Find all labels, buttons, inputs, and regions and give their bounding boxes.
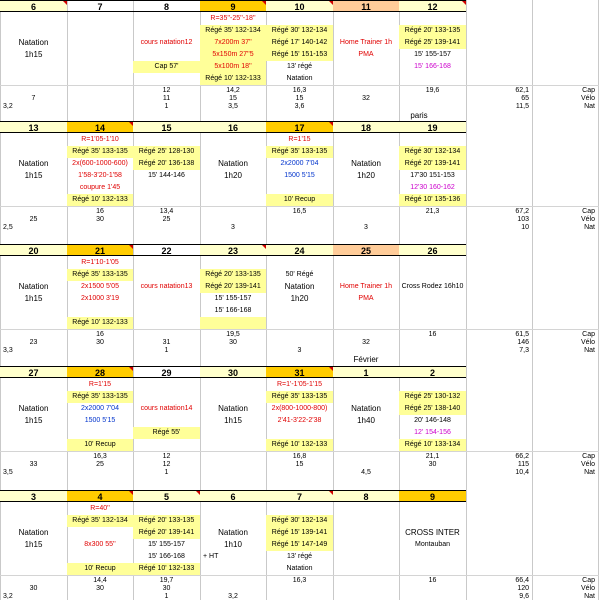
workout-line[interactable]: 13' régé — [286, 553, 313, 560]
workout-line[interactable]: Natation — [286, 565, 313, 572]
total-cell: 21,3 — [425, 208, 440, 215]
workout-line[interactable]: Régé 55' — [133, 427, 200, 439]
workout-line[interactable]: 1h20 — [357, 171, 375, 180]
total-cell: 4,5 — [361, 469, 371, 476]
day-cell[interactable]: 19 — [399, 121, 466, 133]
day-cell[interactable]: 27 — [0, 366, 67, 378]
workout-line[interactable]: 1h15 — [24, 50, 43, 59]
total-cell: 14,2 — [226, 87, 240, 94]
sport-label: Vélo — [580, 216, 595, 223]
sport-label: Cap — [582, 87, 595, 94]
workout-line[interactable]: Régé 15' 139-141 — [266, 527, 333, 539]
pace-note: R=1'15 — [288, 136, 311, 143]
day-cell[interactable]: 24 — [266, 244, 333, 256]
workout-line[interactable]: Régé 35' 133-135 — [67, 269, 133, 281]
workout-line[interactable]: 7x200m 37'' — [200, 37, 266, 49]
workout-line[interactable]: cours natation12 — [140, 39, 193, 46]
total-cell: 13,4 — [159, 208, 174, 215]
total-cell: 3 — [231, 224, 235, 231]
total-cell: 33 — [29, 461, 38, 468]
week-total: 11,5 — [515, 103, 529, 110]
total-cell: 32 — [362, 95, 370, 102]
sport-label: Nat — [584, 469, 595, 476]
day-cell[interactable]: 10 — [266, 0, 333, 12]
workout-line[interactable]: 2x2000 7'04 — [81, 405, 119, 412]
pace-note: R=1'05-1'10 — [81, 136, 119, 143]
workout-line[interactable]: Natation — [18, 159, 49, 168]
workout-line[interactable]: 15' 166-168 — [414, 63, 451, 70]
day-cell[interactable]: 14 — [67, 121, 133, 133]
workout-line[interactable]: Régé 17' 140-142 — [266, 37, 333, 49]
workout-line[interactable]: coupure 1'45 — [79, 184, 121, 191]
workout-line[interactable]: 12'30 160-162 — [410, 184, 455, 191]
workout-line[interactable]: Régé 25' 139-141 — [399, 37, 466, 49]
workout-line[interactable]: 10' Recup — [67, 563, 133, 575]
week-total: 66,2 — [515, 453, 529, 460]
pace-note: R=35''-25''-18'' — [210, 15, 256, 22]
total-cell: 19,6 — [425, 87, 440, 94]
week5-header-row — [0, 490, 599, 502]
week-total: 120 — [517, 585, 529, 592]
total-cell: 11 — [162, 95, 171, 102]
workout-line[interactable]: Régé 15' 147-149 — [266, 539, 333, 551]
workout-line[interactable]: Natation — [218, 159, 248, 168]
workout-line[interactable]: Montauban — [414, 541, 451, 548]
total-cell: 21,1 — [425, 453, 440, 460]
sport-label: Vélo — [580, 339, 595, 346]
workout-line[interactable]: Régé 10' 133-134 — [399, 439, 466, 451]
workout-line[interactable]: Régé 10' 132-133 — [133, 563, 200, 575]
day-cell[interactable]: 29 — [133, 366, 200, 378]
sport-label: Cap — [582, 331, 595, 338]
day-cell[interactable]: 28 — [67, 366, 133, 378]
total-cell: 16,3 — [292, 577, 307, 584]
total-cell: 30 — [428, 461, 437, 468]
workout-line[interactable]: CROSS INTER — [405, 528, 460, 537]
location-note: paris — [410, 111, 428, 120]
workout-line[interactable]: + HT — [203, 553, 219, 560]
total-cell: 3,6 — [294, 103, 305, 110]
day-cell[interactable]: 7 — [266, 490, 333, 502]
month-label: Février — [353, 355, 379, 364]
total-cell: 14,4 — [93, 577, 107, 584]
total-cell: 19,7 — [159, 577, 174, 584]
total-cell: 15 — [295, 461, 304, 468]
workout-line[interactable]: PMA — [358, 295, 374, 302]
workout-line[interactable]: 10' Recup — [67, 439, 133, 451]
total-cell: 32 — [362, 339, 370, 346]
workout-line[interactable]: Natation — [218, 404, 248, 413]
total-cell: 2,5 — [3, 224, 13, 231]
workout-line[interactable]: Régé 20' 136-138 — [133, 158, 200, 170]
day-cell[interactable]: 23 — [200, 244, 266, 256]
total-cell: 30 — [162, 585, 171, 592]
workout-line[interactable]: Régé 20' 133-135 — [200, 269, 266, 281]
workout-line[interactable]: Régé 35' 133-135 — [266, 146, 333, 158]
workout-line[interactable]: 13' régé — [286, 63, 313, 70]
week-total: 9,6 — [519, 593, 529, 600]
workout-line[interactable]: 2'41-3'22-2'38 — [277, 417, 322, 424]
total-cell: 15 — [295, 95, 304, 102]
workout-line[interactable]: Régé 10' 132-133 — [200, 73, 266, 85]
workout-line[interactable]: Régé 35' 133-135 — [67, 146, 133, 158]
pace-note: R=1'15 — [88, 381, 112, 388]
totals-row-nat — [0, 222, 599, 234]
day-cell[interactable]: 21 — [67, 244, 133, 256]
total-cell: 16,5 — [292, 208, 307, 215]
day-cell[interactable]: 17 — [266, 121, 333, 133]
total-cell: 25 — [96, 461, 104, 468]
day-cell[interactable]: 18 — [333, 121, 399, 133]
day-cell[interactable]: 26 — [399, 244, 466, 256]
total-cell: 16,3 — [292, 87, 307, 94]
week-total: 67,2 — [515, 208, 529, 215]
workout-line[interactable]: 2x(800-1000-800) — [271, 405, 328, 412]
workout-line[interactable]: Régé 10' 135-136 — [399, 194, 466, 206]
week-total: 146 — [517, 339, 529, 346]
day-cell[interactable]: 20 — [0, 244, 67, 256]
workout-line[interactable]: Cap 57' — [133, 61, 200, 73]
week-total: 103 — [517, 216, 529, 223]
total-cell: 30 — [96, 216, 104, 223]
total-cell: 7 — [31, 95, 36, 102]
day-cell[interactable]: 6 — [200, 490, 266, 502]
sport-label: Vélo — [580, 585, 595, 592]
workout-line[interactable]: cours natation14 — [140, 405, 193, 412]
total-cell: 3,2 — [3, 103, 13, 110]
pace-note: R=1'10-1'05 — [81, 259, 119, 266]
workout-line[interactable]: Cross Rodez 16h10 — [401, 283, 464, 290]
workout-line[interactable]: 1h10 — [224, 540, 242, 549]
workout-line — [200, 317, 266, 329]
day-cell[interactable]: 11 — [333, 0, 399, 12]
day-cell[interactable]: 9 — [200, 0, 266, 12]
workout-line[interactable]: Régé 35' 132-134 — [200, 25, 266, 37]
day-cell[interactable]: 9 — [399, 490, 466, 502]
workout-line[interactable]: Natation — [18, 282, 49, 291]
day-cell[interactable]: 4 — [67, 490, 133, 502]
total-cell: 30 — [96, 339, 104, 346]
week3-header-row — [0, 244, 599, 256]
workout-line[interactable]: Régé 35' 132-134 — [67, 515, 133, 527]
week-total: 10 — [521, 224, 529, 231]
day-cell[interactable]: 31 — [266, 366, 333, 378]
workout-line[interactable]: Régé 25' 138-140 — [399, 403, 466, 415]
workout-line[interactable]: 10' Recup — [266, 194, 333, 206]
week-total: 66,4 — [515, 577, 529, 584]
total-cell: 16 — [96, 208, 104, 215]
pace-note: R=1'-1'05-1'15 — [276, 381, 323, 388]
total-cell: 3,2 — [228, 593, 238, 600]
workout-line[interactable]: 2x(600-1000-600) — [72, 160, 128, 167]
total-cell: 3,3 — [3, 347, 13, 354]
total-cell: 16 — [96, 331, 104, 338]
workout-line[interactable]: Natation — [284, 282, 315, 291]
workout-line[interactable]: Régé 20' 139-141 — [399, 158, 466, 170]
workout-line[interactable]: Natation — [218, 528, 248, 537]
total-cell: 16,3 — [93, 453, 107, 460]
workout-line[interactable]: PMA — [358, 51, 374, 58]
workout-line[interactable]: 1h40 — [357, 416, 375, 425]
total-cell: 23 — [29, 339, 38, 346]
day-cell[interactable]: 3 — [0, 490, 67, 502]
total-cell: 30 — [29, 585, 38, 592]
workout-line[interactable]: 1h15 — [24, 416, 43, 425]
week-total: 7,3 — [519, 347, 529, 354]
workout-line[interactable]: 1500 5'15 — [284, 172, 315, 179]
workout-line[interactable]: 15' 155-157 — [214, 295, 252, 302]
workout-line[interactable]: Régé 30' 132-134 — [266, 515, 333, 527]
week-total: 65 — [521, 95, 529, 102]
day-cell[interactable]: 16 — [200, 121, 266, 133]
sport-label: Cap — [582, 453, 595, 460]
workout-line[interactable]: 15' 155-157 — [414, 51, 451, 58]
total-cell: 30 — [229, 339, 237, 346]
workout-line[interactable]: Régé 10' 132-133 — [67, 317, 133, 329]
workout-line[interactable]: Home Trainer 1h — [339, 283, 393, 290]
day-cell[interactable]: 6 — [0, 0, 67, 12]
sport-label: Cap — [582, 577, 595, 584]
workout-line[interactable]: 1h20 — [290, 294, 309, 303]
day-cell[interactable]: 13 — [0, 121, 67, 133]
day-cell[interactable]: 25 — [333, 244, 399, 256]
day-cell[interactable]: 1 — [333, 366, 399, 378]
week4-header-row — [0, 366, 599, 378]
day-cell[interactable]: 15 — [133, 121, 200, 133]
workout-line[interactable]: Régé 25' 128-130 — [133, 146, 200, 158]
workout-line[interactable]: 1h15 — [224, 416, 242, 425]
workout-line[interactable]: Régé 10' 132-133 — [266, 439, 333, 451]
workout-line[interactable]: Régé 30' 132-134 — [266, 25, 333, 37]
workout-line[interactable]: 20' 146-148 — [414, 417, 451, 424]
day-cell[interactable]: 8 — [133, 0, 200, 12]
workout-line[interactable]: 12' 154-156 — [414, 429, 451, 436]
workout-line[interactable]: 15' 155-157 — [148, 541, 185, 548]
workout-line[interactable]: Natation — [351, 159, 381, 168]
workout-line[interactable]: 1h15 — [24, 540, 43, 549]
workout-line[interactable]: Régé 20' 139-141 — [133, 527, 200, 539]
week-total: 61,5 — [515, 331, 529, 338]
day-cell[interactable]: 30 — [200, 366, 266, 378]
workout-line[interactable]: 1500 5'15 — [84, 417, 116, 424]
workout-line[interactable]: 5x150m 27''5 — [200, 49, 266, 61]
workout-line[interactable]: 2x1000 3'19 — [81, 295, 119, 302]
workout-line[interactable]: Régé 30' 132-134 — [399, 146, 466, 158]
week1-header-row — [0, 0, 599, 12]
workout-line[interactable]: 15' 144-146 — [148, 172, 185, 179]
sport-label: Nat — [584, 593, 595, 600]
workout-line[interactable]: Natation — [18, 38, 49, 47]
workout-line[interactable]: Home Trainer 1h — [339, 39, 393, 46]
workout-line[interactable]: Natation — [286, 75, 313, 82]
total-cell: 3 — [297, 347, 302, 354]
total-cell: 1 — [164, 347, 169, 354]
total-cell: 1 — [164, 469, 169, 476]
total-cell: 19,5 — [226, 331, 240, 338]
workout-line[interactable]: 15' 166-168 — [148, 553, 185, 560]
sport-label: Vélo — [580, 461, 595, 468]
workout-line[interactable]: Natation — [351, 404, 381, 413]
workout-line[interactable]: 50' Régé — [285, 271, 314, 278]
total-cell: 1 — [164, 103, 169, 110]
workout-line[interactable]: 8x300 55'' — [84, 541, 116, 548]
totals-row-nat — [0, 591, 599, 603]
total-cell: 25 — [29, 216, 38, 223]
total-cell: 16 — [428, 331, 437, 338]
week2-header-row — [0, 121, 599, 133]
day-cell[interactable]: 2 — [399, 366, 466, 378]
workout-line[interactable]: Régé 25' 130-132 — [399, 391, 466, 403]
workout-line[interactable]: Régé 35' 133-135 — [266, 391, 333, 403]
total-cell: 16,8 — [292, 453, 307, 460]
workout-line[interactable]: 1h15 — [24, 171, 43, 180]
workout-line[interactable]: Régé 10' 132-133 — [67, 194, 133, 206]
workout-line[interactable]: Régé 15' 151-153 — [266, 49, 333, 61]
workout-line[interactable]: 2x2000 7'04 — [280, 160, 319, 167]
workout-line[interactable]: 17'30 151-153 — [410, 172, 455, 179]
workout-line[interactable]: 1h20 — [224, 171, 242, 180]
total-cell: 30 — [96, 585, 104, 592]
total-cell: 12 — [162, 453, 171, 460]
workout-line[interactable]: 1'58-3'20-1'58 — [78, 172, 122, 179]
day-cell[interactable]: 22 — [133, 244, 200, 256]
totals-row-nat — [0, 467, 599, 479]
workout-line[interactable]: Natation — [18, 404, 49, 413]
week-total: 115 — [517, 461, 529, 468]
total-cell: 3,5 — [228, 103, 238, 110]
total-cell: 3 — [364, 224, 368, 231]
total-cell: 3,5 — [3, 469, 13, 476]
workout-line[interactable]: cours natation13 — [140, 283, 193, 290]
sport-label: Nat — [584, 224, 595, 231]
workout-line[interactable]: Régé 20' 133-135 — [133, 515, 200, 527]
week-total: 62,1 — [515, 87, 529, 94]
workout-line[interactable]: 1h15 — [24, 294, 43, 303]
day-cell[interactable]: 7 — [67, 0, 133, 12]
total-cell: 1 — [164, 593, 169, 600]
workout-line[interactable]: 2x1500 5'05 — [81, 283, 119, 290]
workout-line[interactable]: 15' 166-168 — [214, 307, 252, 314]
day-cell[interactable]: 12 — [399, 0, 466, 12]
total-cell: 3,2 — [3, 593, 13, 600]
workout-line[interactable]: Régé 20' 139-141 — [200, 281, 266, 293]
workout-line[interactable]: 5x100m 18'' — [200, 61, 266, 73]
workout-line[interactable]: Régé 35' 133-135 — [67, 391, 133, 403]
sport-label: Nat — [584, 103, 595, 110]
workout-line[interactable]: Régé 20' 133-135 — [399, 25, 466, 37]
total-cell: 16 — [428, 577, 437, 584]
pace-note: R=40'' — [90, 505, 110, 512]
sport-label: Nat — [584, 347, 595, 354]
total-cell: 31 — [162, 339, 171, 346]
total-cell: 12 — [162, 87, 171, 94]
total-cell: 15 — [229, 95, 237, 102]
day-cell[interactable]: 5 — [133, 490, 200, 502]
total-cell: 25 — [162, 216, 171, 223]
total-cell: 12 — [162, 461, 171, 468]
day-cell[interactable]: 8 — [333, 490, 399, 502]
sport-label: Cap — [582, 208, 595, 215]
week-total: 10,4 — [515, 469, 529, 476]
workout-line[interactable]: Natation — [18, 528, 49, 537]
sport-label: Vélo — [580, 95, 595, 102]
